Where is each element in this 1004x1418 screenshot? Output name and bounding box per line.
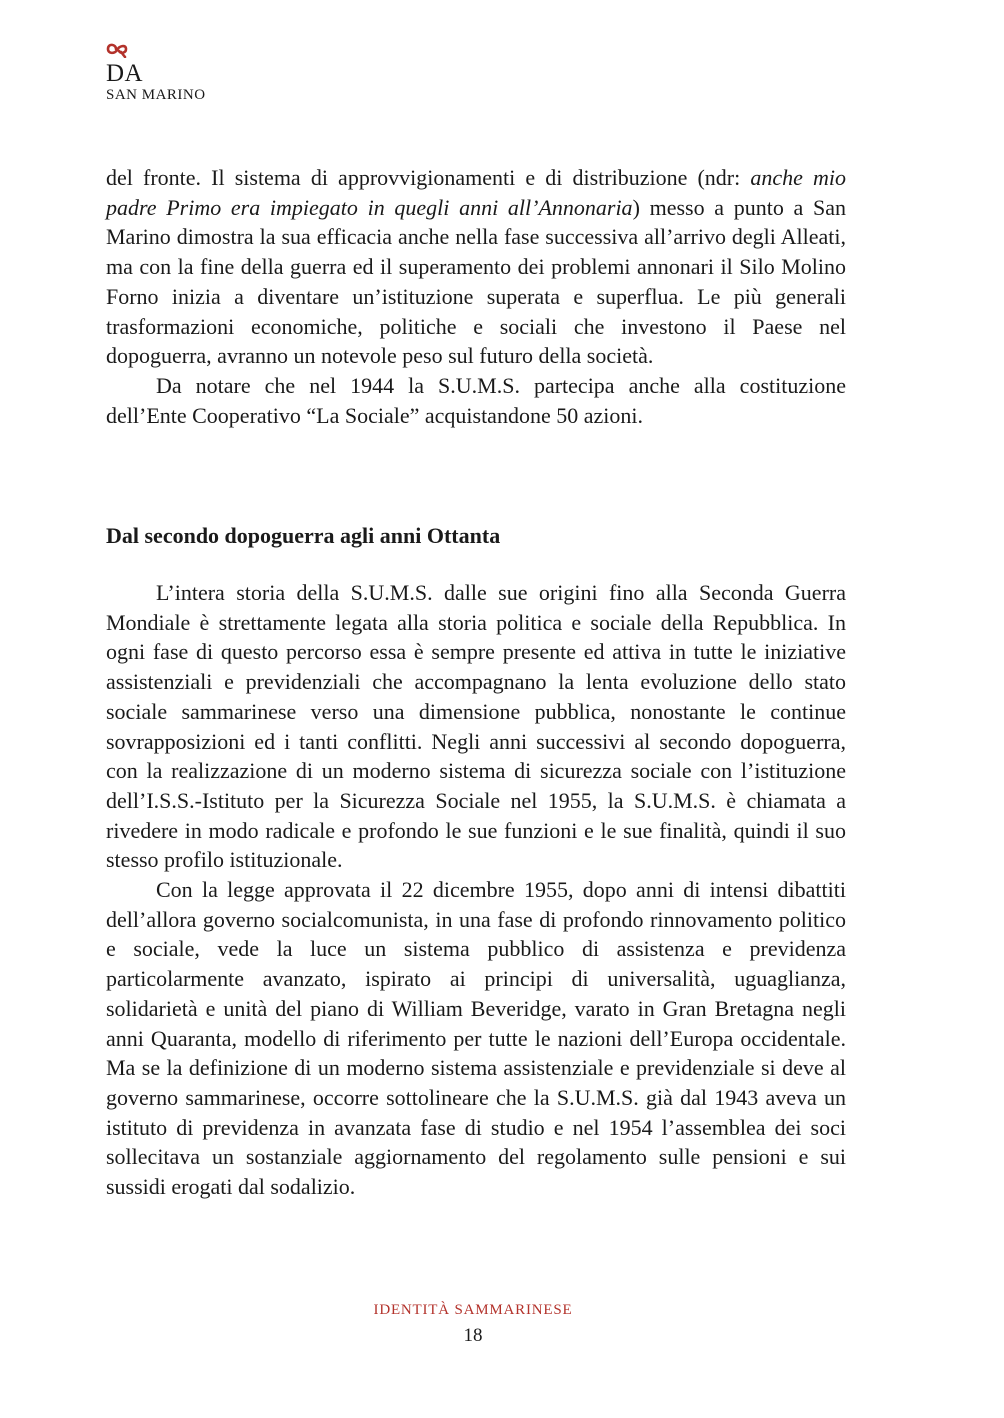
paragraph: Con la legge approvata il 22 dicembre 1955, dopo anni di intensi dibattiti dell’allora governo socialcomunista, in una fase di profondo rinnovamento politico e sociale, vede la luce un sistema pubblico di assistenza e previdenza particolarmente avanzato, ispirato ai principi di universalità, uguaglianza, solidarietà e unità del piano di William Beveridge, varato in Gran Bretagna negli anni Quaranta, modello di riferimento per tutte le nazioni dell’Europa occidentale. Ma se la definizione di un moderno sistema assistenziale e previdenziale si deve al governo sammarinese, occorre sottolineare che la S.U.M.S. già dal 1943 aveva un istituto di previdenza in avanzata fase di studio e nel 1954 l’assemblea dei soci sollecitava un sostanziale aggiornamento del regolamento sulle pensioni e sui sussidi erogati dal sodalizio.	[106, 877, 846, 1200]
footer-title: IDENTITÀ SAMMARINESE	[373, 1302, 573, 1318]
paragraph	[106, 163, 846, 371]
paragraph: Da notare che nel 1944 la S.U.M.S. partecipa anche alla costituzione dell’Ente Cooperativo “La Sociale” acquistandone 50 azioni.	[106, 372, 846, 428]
section-heading: Dal secondo dopoguerra agli anni Ottanta	[106, 523, 501, 548]
page-number: 18	[463, 1325, 483, 1346]
body-text-top	[106, 163, 846, 430]
logo-title: DA	[106, 60, 144, 87]
paragraph: L’intera storia della S.U.M.S. dalle sue origini fino alla Seconda Guerra Mondiale è strettamente legata alla storia politica e sociale della Repubblica. In ogni fase di questo percorso essa è sempre presente ed attiva in tutte le iniziative assistenziali e previdenziali che accompagnano la lenta evoluzione dello stato sociale sammarinese verso una dimensione pubblica, nonostante le continue sovrapposizioni ed i tanti conflitti. Negli anni successivi al secondo dopoguerra, con la realizzazione di un moderno sistema di sicurezza sociale con l’istituzione dell’I.S.S.-Istituto per la Sicurezza Sociale nel 1955, la S.U.M.S. è chiamata a rivedere in modo radicale e profondo le sue funzioni e le sue finalità, quindi il suo stesso profilo istituzionale.	[106, 580, 846, 873]
logo-icon	[106, 40, 128, 58]
italic-note: anche mio padre Primo era impiegato in quegli anni all’Annonaria	[106, 165, 846, 220]
curl-logo-icon	[106, 40, 128, 58]
paragraph-text: del fronte. Il sistema di approvvigionamenti e di distribuzione (ndr:	[106, 165, 751, 190]
logo-subtitle: SAN MARINO	[106, 87, 206, 103]
body-text-bottom	[106, 578, 846, 1202]
paragraph-text: ) messo a punto a San Marino dimostra la sua efficacia anche nella fase successiva all’arrivo degli Alleati, ma con la fine della guerra ed il superamento dei problemi annonari il Silo Molino Forno inizia a diventare un’istituzione superata e superflua. Le più generali trasformazioni economiche, politiche e sociali che investono il Paese nel dopoguerra, avranno un notevole peso sul futuro della società.	[106, 194, 847, 369]
